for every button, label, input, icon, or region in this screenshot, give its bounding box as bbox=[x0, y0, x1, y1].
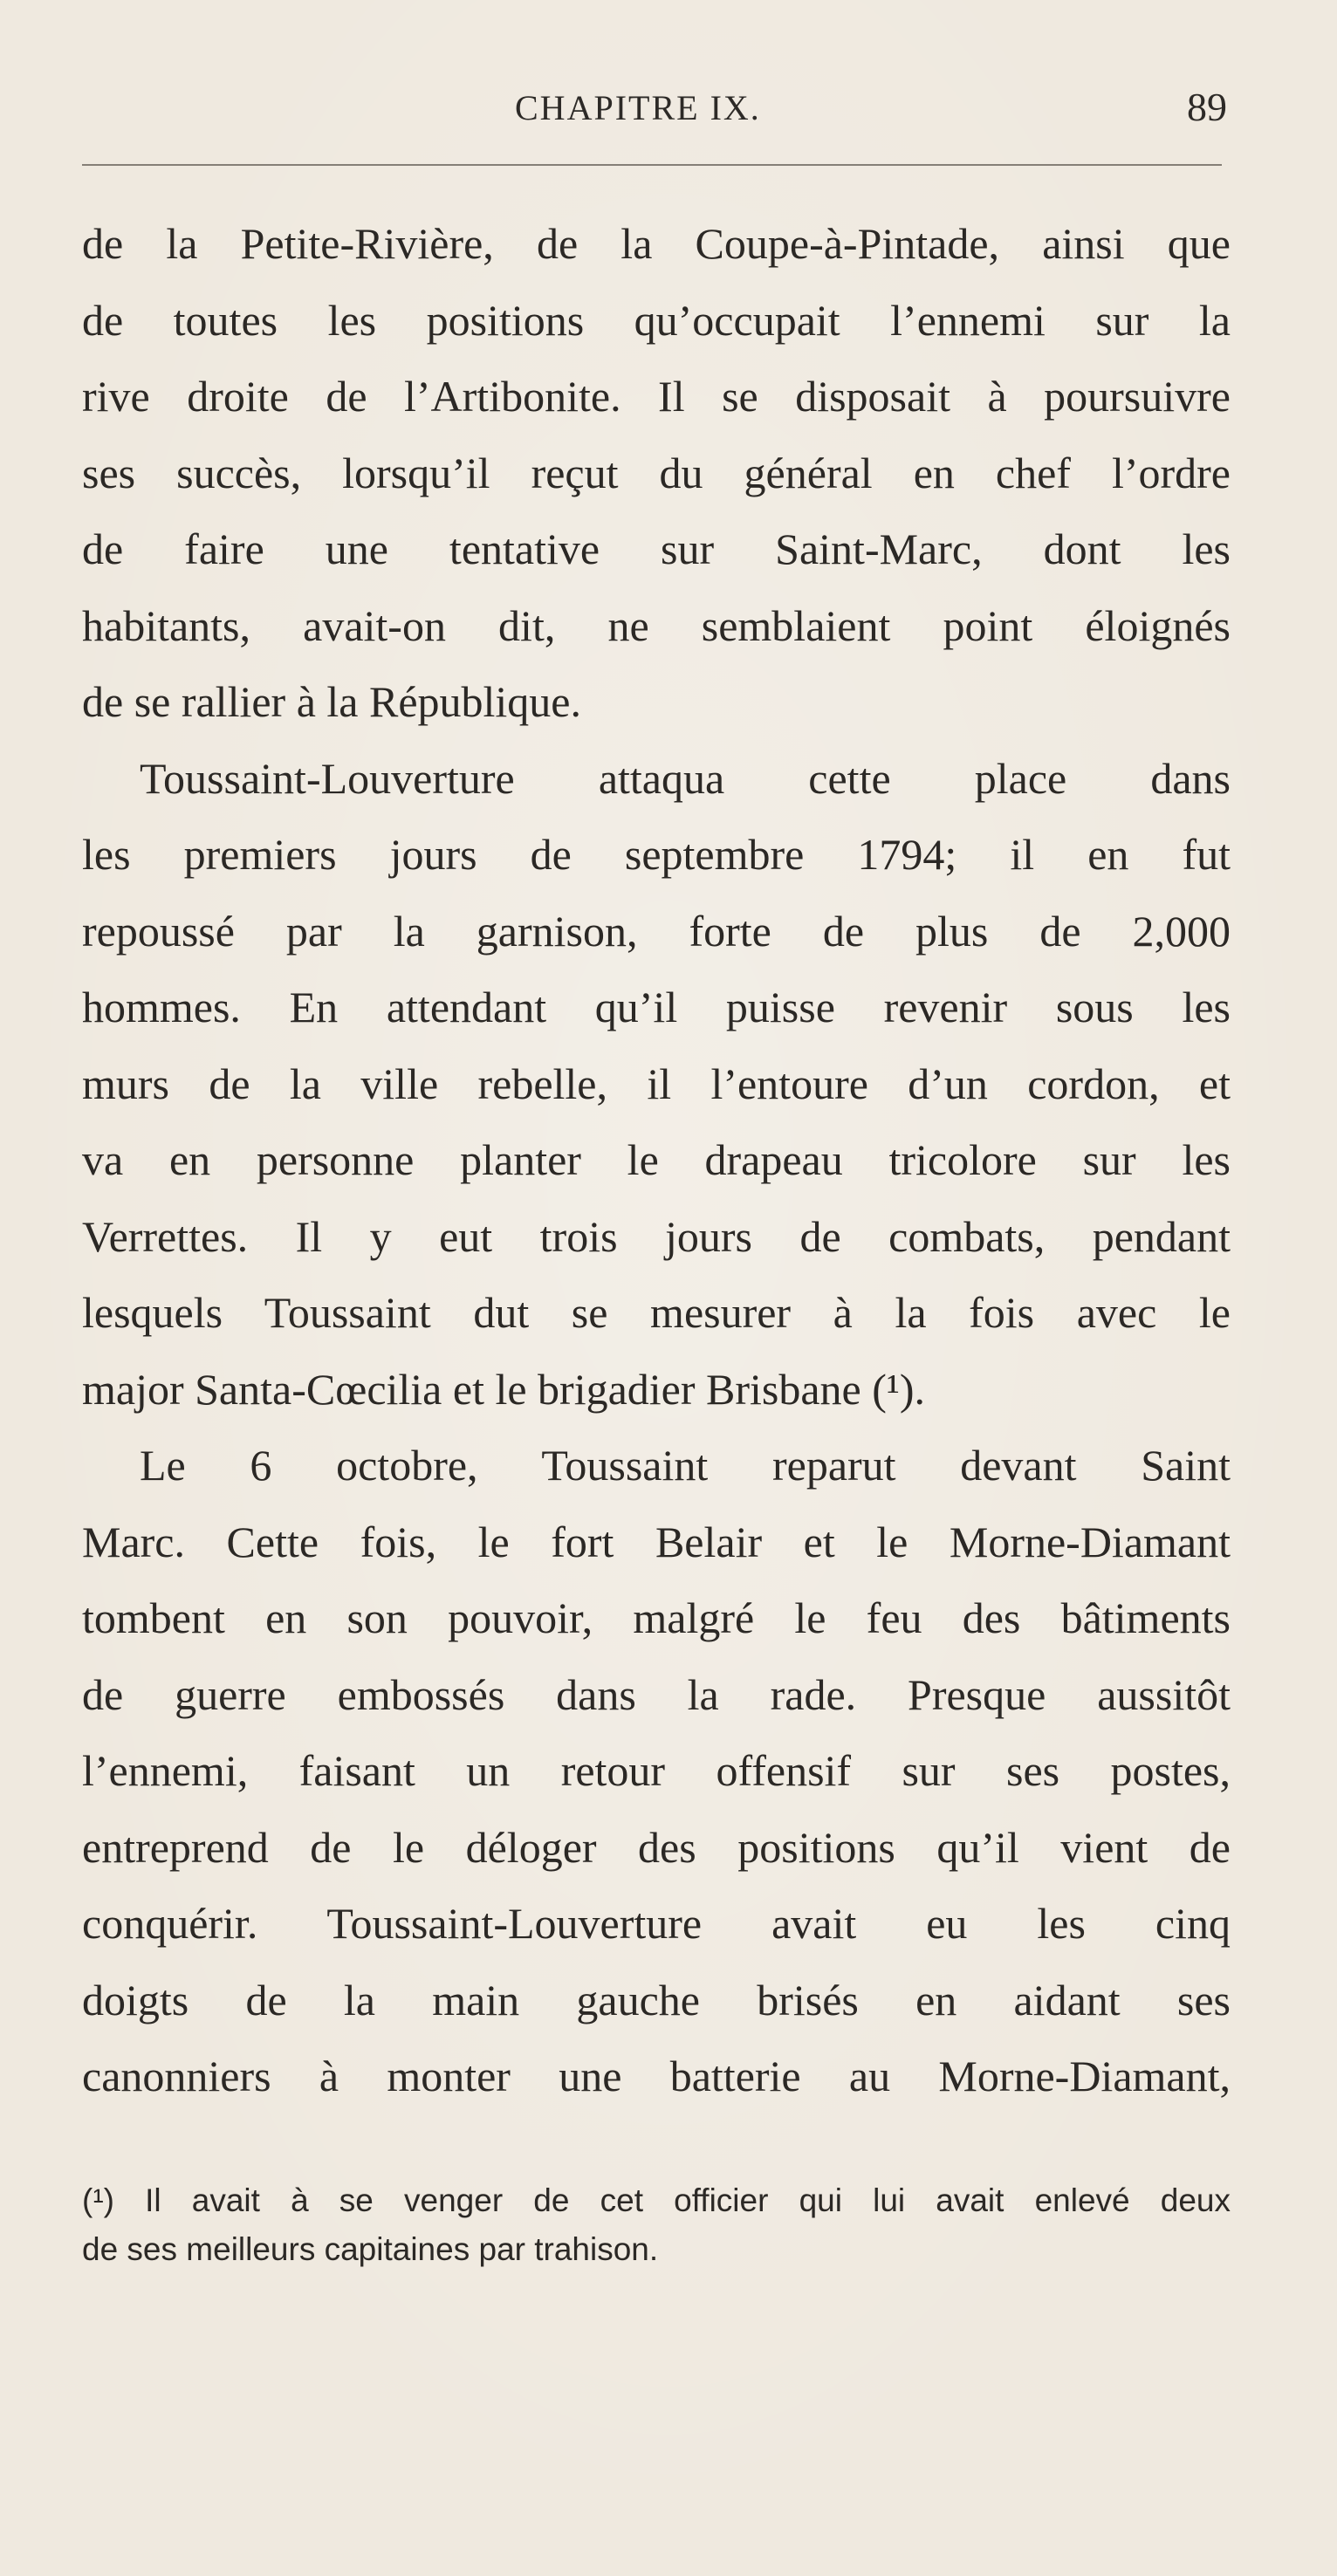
text-line: habitants, avait-on dit, ne semblaient point éloignés bbox=[82, 600, 1231, 650]
running-head: CHAPITRE IX. bbox=[515, 88, 761, 127]
text-line: canonniers à monter une batterie au Morne-Diamant, bbox=[82, 2052, 1231, 2100]
header-rule bbox=[82, 164, 1222, 166]
footnote-line: (¹) Il avait à se venger de cet officier qui lui avait enlevé deux bbox=[82, 2182, 1231, 2218]
page-number: 89 bbox=[1187, 85, 1227, 129]
footnote-line: de ses meilleurs capitaines par trahison. bbox=[82, 2231, 659, 2267]
footnotes bbox=[82, 2176, 1231, 2274]
text-line: Le 6 octobre, Toussaint reparut devant Saint bbox=[140, 1441, 1231, 1490]
text-line: de la Petite-Rivière, de la Coupe-à-Pintade, ainsi que bbox=[82, 219, 1231, 268]
text-line: rive droite de l’Artibonite. Il se disposait à poursuivre bbox=[82, 372, 1231, 421]
text-line: repoussé par la garnison, forte de plus de 2,000 bbox=[82, 906, 1231, 956]
text-line: de toutes les positions qu’occupait l’ennemi sur la bbox=[82, 295, 1231, 345]
text-line: lesquels Toussaint dut se mesurer à la fois avec le bbox=[82, 1288, 1231, 1337]
text-line: les premiers jours de septembre 1794; il en fut bbox=[82, 830, 1231, 879]
text-line: tombent en son pouvoir, malgré le feu des bâtiments bbox=[82, 1593, 1231, 1642]
text-line: Verrettes. Il y eut trois jours de combats, pendant bbox=[82, 1211, 1231, 1261]
text-line: va en personne planter le drapeau tricolore sur les bbox=[82, 1135, 1231, 1184]
text-line: conquérir. Toussaint-Louverture avait eu les cinq bbox=[82, 1899, 1231, 1948]
text-line: Marc. Cette fois, le fort Belair et le Morne-Diamant bbox=[82, 1517, 1231, 1566]
text-line: entreprend de le déloger des positions qu’il vient de bbox=[82, 1822, 1231, 1872]
text-line: hommes. En attendant qu’il puisse revenir sous les bbox=[82, 983, 1231, 1031]
text-line: de guerre embossés dans la rade. Presque aussitôt bbox=[82, 1669, 1231, 1719]
text-line: doigts de la main gauche brisés en aidant ses bbox=[82, 1975, 1231, 2024]
text-line: murs de la ville rebelle, il l’entoure d’un cordon, et bbox=[82, 1058, 1231, 1108]
body-text bbox=[82, 206, 1231, 2115]
text-line: de se rallier à la République. bbox=[82, 677, 581, 726]
text-line: l’ennemi, faisant un retour offensif sur ses postes, bbox=[82, 1746, 1231, 1795]
text-line: de faire une tentative sur Saint-Marc, dont les bbox=[82, 524, 1231, 573]
page-header bbox=[82, 84, 1227, 136]
text-line: ses succès, lorsqu’il reçut du général en chef l’ordre bbox=[82, 448, 1231, 497]
text-line: major Santa-Cœcilia et le brigadier Brisbane (¹). bbox=[82, 1364, 926, 1414]
text-line: Toussaint-Louverture attaqua cette place dans bbox=[140, 753, 1231, 803]
